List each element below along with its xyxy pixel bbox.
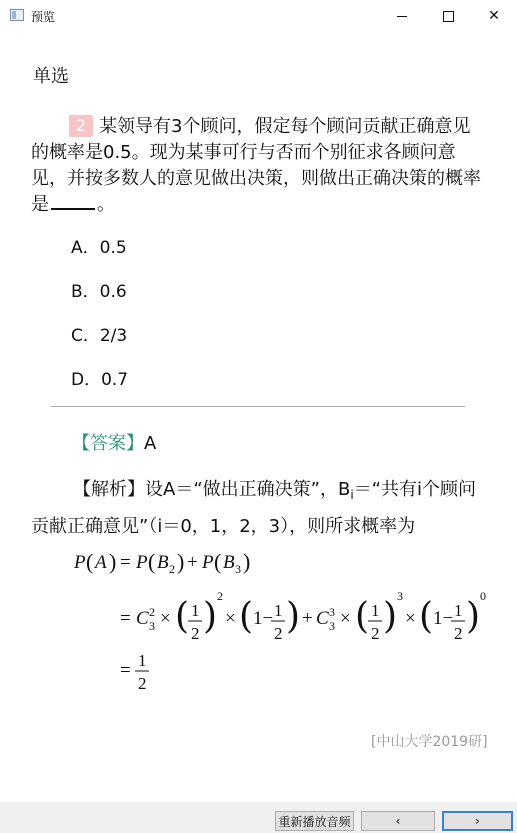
- option-c[interactable]: C．2/3: [71, 326, 128, 346]
- svg-text:): ): [383, 596, 398, 637]
- question-number-badge: 2: [69, 115, 93, 137]
- svg-text:(: (: [175, 596, 190, 637]
- svg-text:C: C: [136, 608, 149, 629]
- svg-text:(: (: [214, 549, 222, 574]
- svg-text:+: +: [302, 608, 313, 629]
- svg-text:2: 2: [138, 674, 147, 693]
- replay-audio-button[interactable]: 重新播放音频: [275, 811, 354, 831]
- svg-text:P: P: [74, 552, 86, 573]
- minimize-icon: [397, 16, 407, 17]
- svg-text:C: C: [316, 608, 329, 629]
- probability-formula: [72, 544, 492, 694]
- source-citation: [中山大学2019研]: [371, 734, 488, 750]
- answer-tag: 【答案】: [72, 433, 144, 454]
- svg-text:×: ×: [160, 608, 171, 629]
- analysis-tag: 【解析】: [73, 479, 145, 500]
- bottom-toolbar: [0, 802, 517, 833]
- maximize-button[interactable]: [425, 0, 471, 32]
- svg-text:): ): [109, 549, 117, 574]
- question-stem: [31, 114, 481, 218]
- svg-text:(: (: [419, 596, 434, 637]
- maximize-icon: [443, 11, 454, 22]
- next-button[interactable]: [442, 811, 513, 831]
- svg-text:3: 3: [235, 562, 241, 576]
- svg-text:2: 2: [191, 624, 200, 643]
- svg-text:2: 2: [169, 562, 175, 576]
- svg-text:(: (: [239, 596, 254, 637]
- svg-text:2: 2: [371, 624, 380, 643]
- svg-text:3: 3: [329, 605, 335, 619]
- svg-text:1: 1: [371, 601, 380, 620]
- analysis-text: [31, 474, 491, 543]
- chevron-left-icon: ‹: [395, 814, 401, 828]
- svg-text:1: 1: [191, 601, 200, 620]
- svg-text:): ): [203, 596, 218, 637]
- svg-text:): ): [243, 549, 251, 574]
- svg-text:+: +: [187, 552, 198, 573]
- chevron-right-icon: ›: [475, 814, 480, 828]
- svg-text:(: (: [148, 549, 156, 574]
- answer-line: [72, 429, 156, 455]
- minimize-button[interactable]: [379, 0, 425, 32]
- app-window-icon: [10, 9, 24, 21]
- analysis-text-1: 设A＝“做出正确决策”，B: [145, 479, 351, 500]
- svg-text:): ): [286, 596, 301, 637]
- option-d[interactable]: D．0.7: [71, 370, 129, 390]
- svg-text:2: 2: [217, 589, 223, 603]
- svg-text:B: B: [157, 552, 169, 573]
- svg-text:B: B: [223, 552, 235, 573]
- svg-text:×: ×: [340, 608, 351, 629]
- question-type-label: 单选: [33, 66, 69, 87]
- svg-text:): ): [177, 549, 185, 574]
- window-title: 预览: [31, 10, 56, 24]
- section-divider: [51, 406, 465, 407]
- svg-text:=: =: [120, 660, 131, 681]
- option-a[interactable]: A．0.5: [71, 238, 127, 258]
- svg-text:3: 3: [149, 619, 155, 633]
- option-b[interactable]: B．0.6: [71, 282, 127, 302]
- svg-text:2: 2: [274, 624, 283, 643]
- title-bar: [0, 0, 517, 32]
- svg-text:×: ×: [225, 608, 236, 629]
- svg-text:×: ×: [405, 608, 416, 629]
- analysis-text-2: ＝“共有i个顾问贡献正确意见”（i＝0，1，2，3），则所求概率为: [31, 479, 476, 537]
- close-icon: ✕: [488, 8, 500, 24]
- previous-button[interactable]: [361, 811, 435, 831]
- answer-blank: [51, 194, 95, 210]
- svg-text:3: 3: [329, 619, 335, 633]
- answer-value: A: [144, 433, 157, 454]
- question-stem-end: 。: [97, 194, 115, 215]
- svg-text:P: P: [202, 552, 214, 573]
- svg-text:(: (: [86, 549, 94, 574]
- analysis-subscript-i: i: [350, 488, 354, 502]
- svg-text:0: 0: [480, 589, 486, 603]
- close-button[interactable]: [471, 0, 517, 32]
- question-stem-text: 某领导有3个顾问，假定每个顾问贡献正确意见的概率是0.5。现为某事可行与否而个别征求各顾问意见，并按多数人的意见做出决策，则做出正确决策的概率是: [31, 116, 481, 215]
- svg-text:1: 1: [138, 651, 147, 670]
- svg-text:=: =: [120, 608, 131, 629]
- svg-text:1−: 1−: [253, 608, 274, 629]
- svg-text:P: P: [136, 552, 148, 573]
- svg-text:1: 1: [274, 601, 283, 620]
- svg-text:(: (: [355, 596, 370, 637]
- svg-text:): ): [466, 596, 481, 637]
- svg-text:2: 2: [454, 624, 463, 643]
- svg-text:3: 3: [397, 589, 403, 603]
- svg-text:=: =: [120, 552, 131, 573]
- svg-text:1−: 1−: [433, 608, 454, 629]
- svg-text:A: A: [95, 552, 107, 573]
- svg-text:1: 1: [454, 601, 463, 620]
- svg-text:2: 2: [149, 605, 155, 619]
